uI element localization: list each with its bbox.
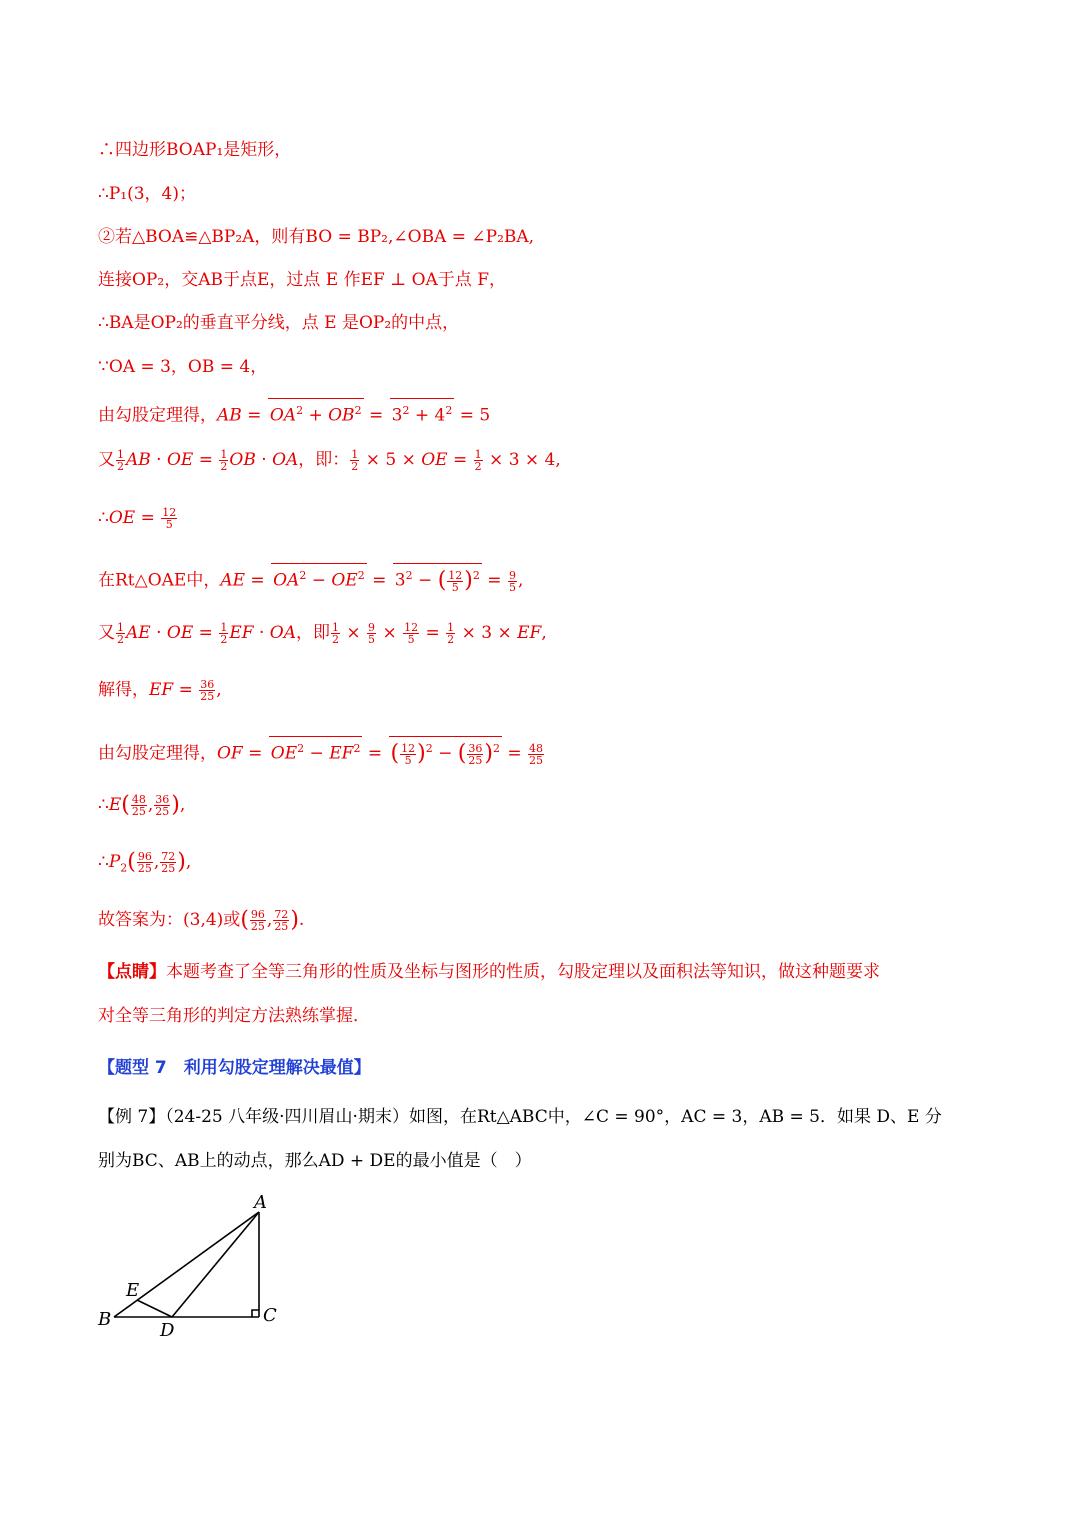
solution-line-10: 在Rt△OAE中，AE = $OA^2 - OE^2 = 3^2$ − ( $\frac{12}{5}$ )$^2$ = $\frac{9}{5}$ , xyxy=(98,563,523,593)
segment-ba xyxy=(114,1212,259,1317)
text: 解得， xyxy=(98,680,149,700)
solution-line-6: ∵OA = 3，OB = 4， xyxy=(98,357,268,377)
dianjing-paragraph xyxy=(98,950,986,1038)
label-b: B xyxy=(98,1309,112,1330)
text: 在Rt△OAE中， xyxy=(98,570,221,591)
solution-line-15: $\therefore P_2$( $\frac{96}{25}$ , $\frac{72}{25}$ ), xyxy=(98,849,192,875)
label-a: A xyxy=(254,1192,267,1213)
example-label: 【例 7】 xyxy=(98,1107,166,1127)
label-d: D xyxy=(160,1320,175,1341)
text: 由勾股定理得， xyxy=(98,405,217,426)
text: 故答案为：(3,4)或 xyxy=(98,910,241,930)
sqrt-expression: ( $\frac{12}{5}$ )$^2$ − ( $\frac{36}{25}$ )$^2$ xyxy=(389,736,502,766)
label-e: E xyxy=(126,1280,140,1301)
sqrt-expression: $3^2 + 4^2$ xyxy=(390,398,455,428)
solution-line-1: ∴四边形BOAP₁是矩形， xyxy=(98,140,292,160)
example-7-paragraph xyxy=(98,1095,986,1183)
solution-line-7: 由勾股定理得，AB = $OA^2 + OB^2 = 3^2 + 4^2 = 5$ xyxy=(98,398,490,428)
solution-line-8: 又 $\frac{1}{2}$ AB · OE = $\frac{1}{2}$ OB · OA，即： $\frac{1}{2}$ × 5 × OE = $\frac{1}{2}$ × 3 × 4, xyxy=(98,448,561,473)
text: 又 xyxy=(98,623,115,643)
dianjing-label: 【点睛】 xyxy=(98,962,166,982)
sqrt-expression: $OA^2 + OB^2$ xyxy=(268,398,364,428)
solution-line-14: ∴E( $\frac{48}{25}$ , $\frac{36}{25}$ ), xyxy=(98,792,186,818)
solution-line-4: 连接OP₂，交AB于点E，过点 E 作EF ⊥ OA于点 F， xyxy=(98,270,506,290)
solution-line-16: 故答案为：(3,4)或( $\frac{96}{25}$ , $\frac{72}{25}$ ). xyxy=(98,907,305,933)
solution-line-13: 由勾股定理得，OF = $OE^2 - EF^2$ = ( $\frac{12}{5}$ )$^2$ − ( $\frac{36}{25}$ )$^2$ = $\frac{48}{25}$ xyxy=(98,736,545,766)
example-text-2: 别为BC、AB上的动点，那么AD + DE的最小值是（ ） xyxy=(98,1151,532,1171)
right-angle-mark xyxy=(252,1310,259,1317)
solution-line-2: ∴P₁(3，4)； xyxy=(98,184,196,204)
sqrt-expression: $3^2$ − ( $\frac{12}{5}$ )$^2$ xyxy=(393,563,482,593)
text: 又 xyxy=(98,450,115,470)
solution-line-11: 又 $\frac{1}{2}$ AE · OE = $\frac{1}{2}$ EF · OA，即 $\frac{1}{2}$ × $\frac{9}{5}$ × $\frac{12}{5}$ = $\frac{1}{2}$ × 3 × EF, xyxy=(98,621,547,646)
dianjing-text-1: 本题考查了全等三角形的性质及坐标与图形的性质，勾股定理以及面积法等知识，做这种题要求 xyxy=(166,962,880,982)
text: ，即： xyxy=(298,450,350,470)
segment-ed xyxy=(137,1300,172,1317)
text: ，即 xyxy=(295,623,330,643)
sqrt-expression: $OA^2 - OE^2$ xyxy=(271,563,367,593)
segment-ad xyxy=(172,1212,259,1317)
solution-line-3: ②若△BOA≌△BP₂A，则有BO = BP₂,∠OBA = ∠P₂BA, xyxy=(98,227,535,247)
triangle-figure xyxy=(92,1190,292,1350)
text: 由勾股定理得， xyxy=(98,743,217,764)
sqrt-expression: $OE^2 - EF^2$ xyxy=(269,736,363,766)
section-heading: 【题型 7 利用勾股定理解决最值】 xyxy=(98,1058,371,1078)
solution-line-9: ∴OE = $\frac{12}{5}$ xyxy=(98,506,177,531)
solution-line-12: 解得，EF = $\frac{36}{25}$ , xyxy=(98,678,222,703)
example-text-1: （24-25 八年级·四川眉山·期末）如图，在Rt△ABC中，∠C = 90°，AC = 3，AB = 5．如果 D、E 分 xyxy=(165,1107,942,1127)
label-c: C xyxy=(263,1305,277,1326)
dianjing-text-2: 对全等三角形的判定方法熟练掌握． xyxy=(98,1006,370,1026)
solution-line-5: ∴BA是OP₂的垂直平分线，点 E 是OP₂的中点， xyxy=(98,313,460,333)
